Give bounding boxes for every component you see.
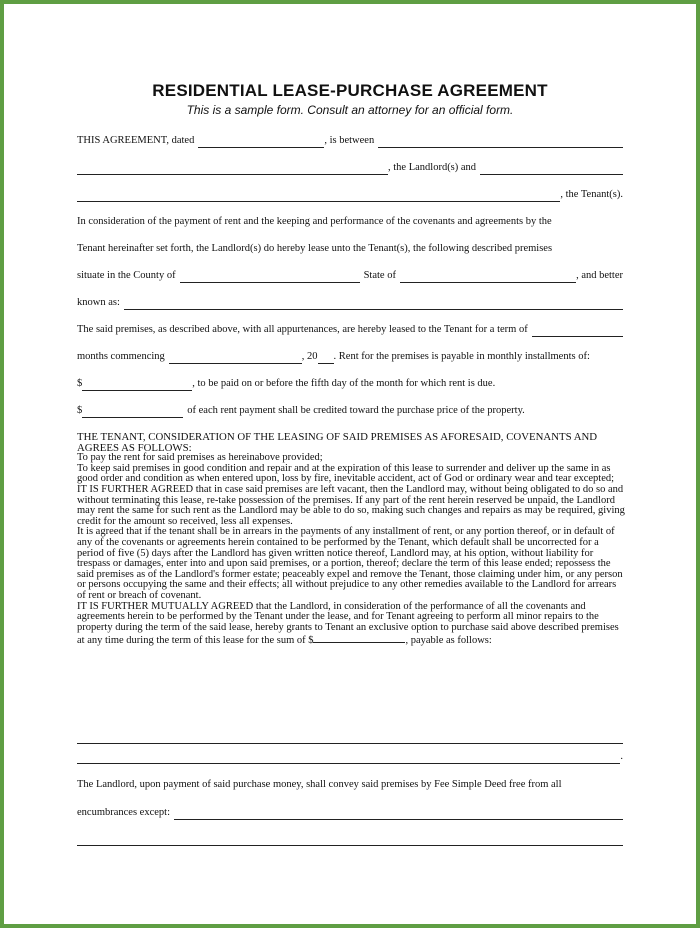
consideration-line-1: [77, 215, 623, 229]
purchase-price-field[interactable]: [313, 633, 405, 643]
party-one-field[interactable]: [378, 136, 623, 148]
payment-terms-line-1: [77, 730, 623, 744]
consideration-line-2: [77, 242, 623, 256]
monthly-rent-line: [77, 377, 623, 391]
landlord-line: [77, 161, 623, 175]
encumbrances-line-2: [77, 832, 623, 846]
dollar-sign-1: $: [77, 378, 83, 389]
consideration-text-2: Tenant hereinafter set forth, the Landlord(s) do hereby lease unto the Tenant(s), the following described premises: [77, 243, 553, 254]
covenants-section: [77, 432, 627, 647]
encumbrances-field[interactable]: [174, 808, 623, 820]
consideration-text-1: In consideration of the payment of rent and the keeping and performance of the covenants and agreements by the: [77, 216, 552, 227]
credited-label: of each rent payment shall be credited toward the purchase price of the property.: [187, 405, 525, 416]
keep-premises-clause: To keep said premises in good condition and repair and at the expiration of this lease to surrender and deliver up the same in as good order and condition as when entered upon, loss by fire, inevitable accident, act of God or ordinary wear and tear excepted;: [77, 462, 615, 485]
purchase-option-text: IT IS FURTHER MUTUALLY AGREED that the Landlord, in consideration of the performance of all the covenants and agreements herein to be performed by the Tenant under the lease, and for Tenant agreeing to perform all minor repairs to the property during the term of the said lease, hereby grants to Tenant an exclusive option to purchase said above described premises at any time during the term of this lease for the sum of $: [77, 600, 619, 647]
covenants-heading: THE TENANT, CONSIDERATION OF THE LEASING OF SAID PREMISES AS AFORESAID, COVENANTS AND AGREES AS FOLLOWS:: [77, 431, 598, 454]
rent-payable-label: . Rent for the premises is payable in monthly installments of:: [333, 351, 590, 362]
monthly-rent-field[interactable]: [82, 379, 192, 391]
and-better-label: , and better: [576, 270, 623, 281]
is-between-label: , is between: [324, 135, 375, 146]
rent-credit-field[interactable]: [82, 406, 183, 418]
commencing-date-field[interactable]: [169, 352, 302, 364]
credit-line: [77, 404, 623, 418]
year-20-label: , 20: [301, 351, 318, 362]
dollar-sign-2: $: [77, 405, 83, 416]
tenant-name-field[interactable]: [77, 190, 560, 202]
known-as-line: [77, 296, 623, 310]
tenants-label: , the Tenant(s).: [560, 189, 623, 200]
tenant-line: [77, 188, 623, 202]
payment-terms-line-2: [77, 750, 623, 764]
term-line: [77, 323, 623, 337]
term-label: The said premises, as described above, with all appurtenances, are hereby leased to the Tenant for a term of: [77, 324, 528, 335]
agreement-date-field[interactable]: [198, 136, 324, 148]
encumbrances-field-2[interactable]: [77, 834, 623, 846]
landlord-extra-field[interactable]: [480, 163, 623, 175]
commencing-year-field[interactable]: [318, 352, 334, 364]
landlord-name-field[interactable]: [77, 163, 388, 175]
encumbrances-label: encumbrances except:: [77, 807, 170, 818]
document-title: RESIDENTIAL LEASE-PURCHASE AGREEMENT: [152, 81, 548, 100]
months-commencing-label: months commencing: [77, 351, 165, 362]
state-field[interactable]: [400, 271, 576, 283]
state-label: State of: [363, 270, 396, 281]
arrears-clause: It is agreed that if the tenant shall be in arrears in the payments of any installment of rent, or any portion thereof, or in default of any of the covenants or agreements herein contained to be performed by the Tenant, which default shall be uncorrected for a period of five (5) days after the Landlord has given written notice thereof, Landlord may, at his option, without liability for trespass or damages, enter into and upon said premises, or a portion, thereof; declare the term of this lease ended; repossess the said premises as of the Landlord's former estate; peaceably expel and remove the Tenant, those claiming under him, or any person or persons occupying the same and their effects; all without prejudice to any other remedies available to the Landlord for arrears of rent or breach of covenant.: [77, 526, 623, 601]
agreement-dated-label: THIS AGREEMENT, dated: [77, 135, 195, 146]
payment-terms-field-2[interactable]: [77, 752, 620, 764]
known-as-label: known as:: [77, 297, 120, 308]
payment-terms-period: .: [620, 751, 623, 762]
lease-purchase-form-page: [4, 4, 696, 924]
pay-rent-clause: To pay the rent for said premises as hereinabove provided;: [77, 452, 323, 464]
payment-terms-field-1[interactable]: [77, 732, 623, 744]
county-state-line: [77, 269, 623, 283]
commencing-line: [77, 350, 623, 364]
encumbrances-line: [77, 806, 623, 820]
payable-as-follows-text: , payable as follows:: [405, 635, 492, 647]
paid-on-label: , to be paid on or before the fifth day of the month for which rent is due.: [192, 378, 496, 389]
purchase-option-clause: [77, 602, 627, 647]
landlords-and-label: , the Landlord(s) and: [388, 162, 477, 173]
county-field[interactable]: [180, 271, 360, 283]
document-subtitle: This is a sample form. Consult an attorney for an official form.: [186, 103, 514, 117]
further-agreed-clause: IT IS FURTHER AGREED that in case said premises are left vacant, then the Landlord may, without being obligated to do so and without terminating this lease, re-take possession of the premises. If any part of the rent herein reserved be unpaid, the Landlord may rent the same for such rent as the Landlord may be able to do so, making such changes and repairs as may be required, giving credit for the amount so received, less all expenses.: [77, 483, 625, 527]
known-as-field[interactable]: [124, 298, 623, 310]
term-field[interactable]: [532, 325, 623, 337]
county-label: situate in the County of: [77, 270, 176, 281]
convey-text: The Landlord, upon payment of said purchase money, shall convey said premises by Fee Simple Deed free from all: [77, 779, 562, 790]
agreement-date-line: [77, 134, 623, 148]
convey-line: [77, 778, 623, 792]
